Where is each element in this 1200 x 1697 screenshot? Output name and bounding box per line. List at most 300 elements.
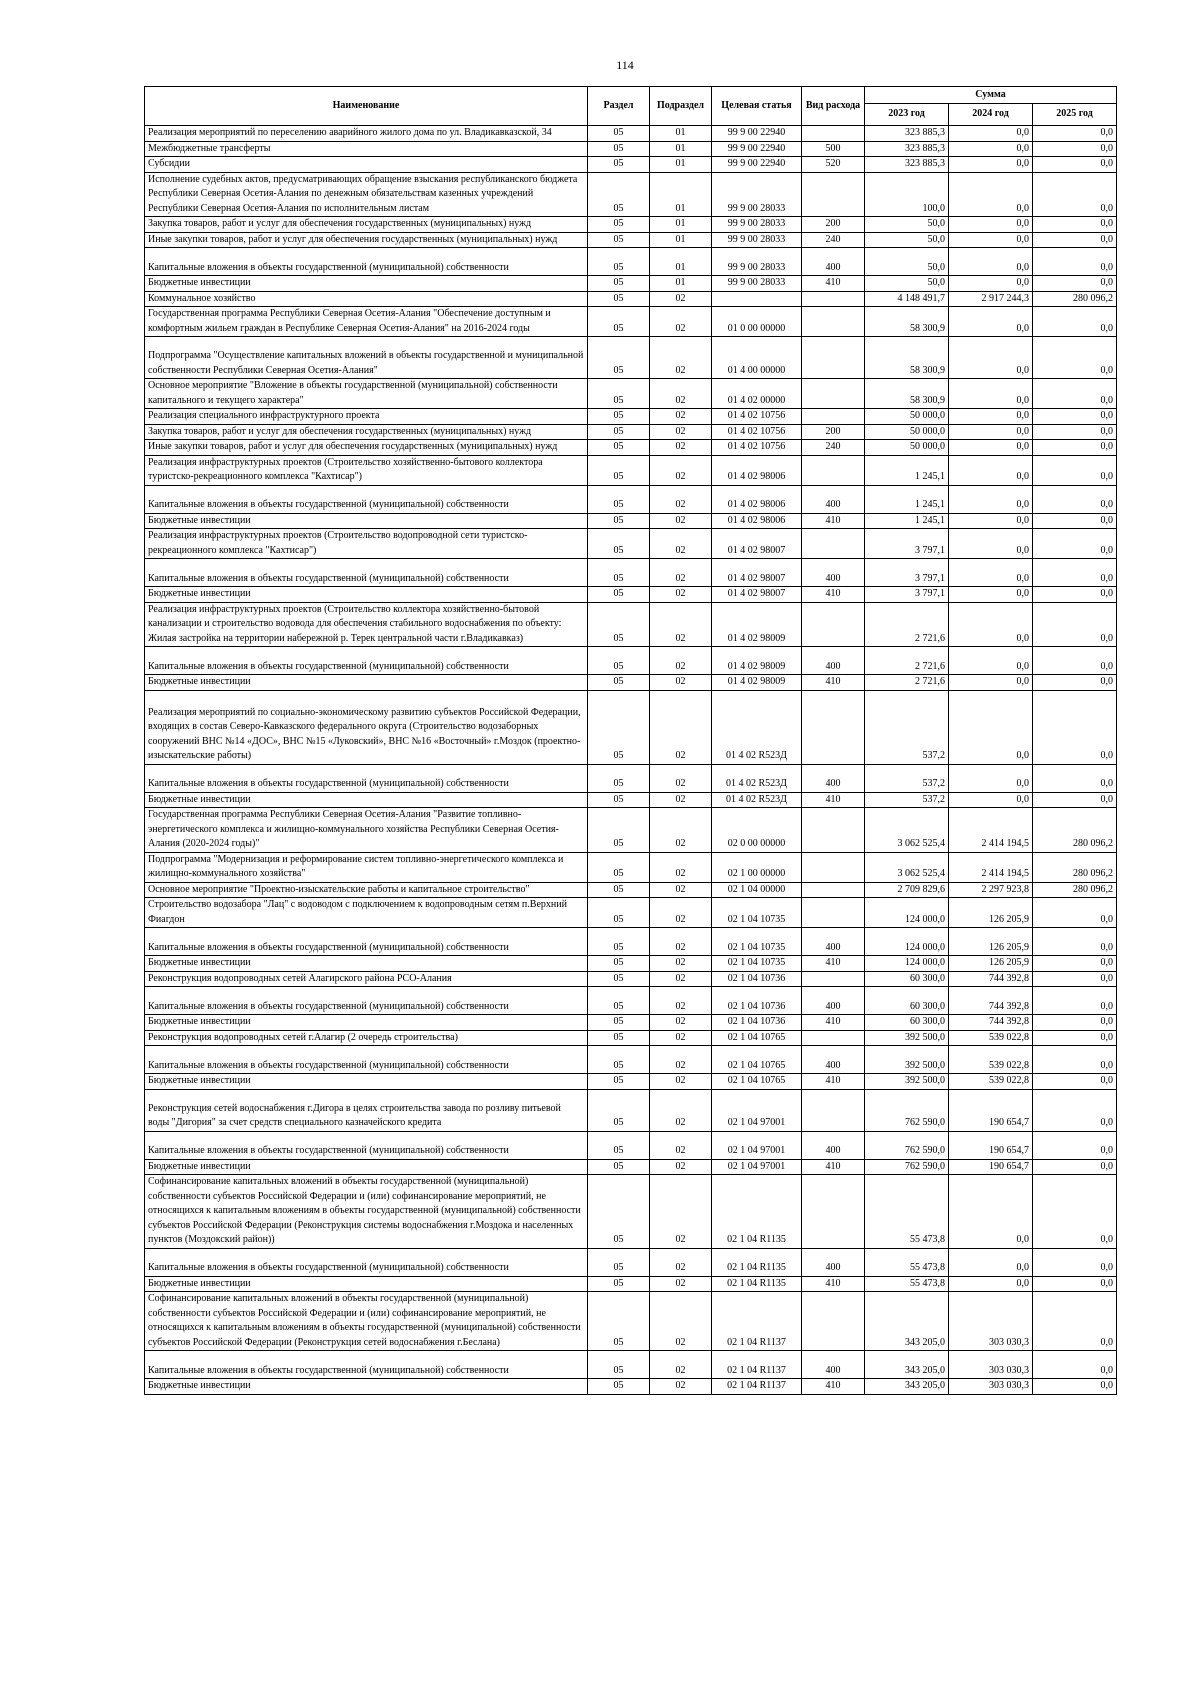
row-target: 02 1 04 10765 [712, 1046, 802, 1074]
row-sum-2024: 0,0 [949, 157, 1033, 173]
row-sum-2023: 392 500,0 [865, 1030, 949, 1046]
row-target: 01 0 00 00000 [712, 307, 802, 337]
row-sum-2024: 539 022,8 [949, 1074, 1033, 1090]
row-expense-type [802, 808, 865, 853]
row-sum-2023: 55 473,8 [865, 1248, 949, 1276]
row-subsection: 02 [650, 559, 712, 587]
row-sum-2023: 50,0 [865, 232, 949, 248]
table-row [145, 409, 1117, 425]
header-sum: Сумма [865, 87, 1117, 104]
row-expense-type [802, 1030, 865, 1046]
row-section: 05 [588, 764, 650, 792]
row-sum-2024: 2 414 194,5 [949, 808, 1033, 853]
row-sum-2025: 0,0 [1033, 141, 1117, 157]
row-section: 05 [588, 276, 650, 292]
row-subsection: 02 [650, 1276, 712, 1292]
row-expense-type: 410 [802, 675, 865, 691]
row-section: 05 [588, 882, 650, 898]
row-subsection: 02 [650, 513, 712, 529]
row-section: 05 [588, 808, 650, 853]
row-name: Капитальные вложения в объекты государственной (муниципальной) собственности [145, 1131, 588, 1159]
row-target: 01 4 02 10756 [712, 409, 802, 425]
header-subsection: Подраздел [650, 87, 712, 126]
row-sum-2024: 0,0 [949, 587, 1033, 603]
row-name: Бюджетные инвестиции [145, 587, 588, 603]
row-sum-2023: 50 000,0 [865, 440, 949, 456]
row-sum-2023: 60 300,0 [865, 987, 949, 1015]
row-sum-2024: 0,0 [949, 513, 1033, 529]
row-sum-2025: 0,0 [1033, 409, 1117, 425]
row-subsection: 02 [650, 1175, 712, 1249]
row-expense-type: 240 [802, 440, 865, 456]
row-target: 99 9 00 22940 [712, 126, 802, 142]
row-sum-2023: 343 205,0 [865, 1351, 949, 1379]
table-row [145, 587, 1117, 603]
table-row [145, 513, 1117, 529]
row-expense-type [802, 529, 865, 559]
row-section: 05 [588, 1351, 650, 1379]
row-name: Реконструкция водопроводных сетей г.Алагир (2 очередь строительства) [145, 1030, 588, 1046]
row-target: 02 1 04 97001 [712, 1089, 802, 1131]
row-expense-type [802, 291, 865, 307]
row-section: 05 [588, 898, 650, 928]
table-row [145, 1046, 1117, 1074]
table-row [145, 956, 1117, 972]
row-target: 99 9 00 28033 [712, 276, 802, 292]
row-subsection: 01 [650, 126, 712, 142]
row-sum-2023: 762 590,0 [865, 1159, 949, 1175]
row-expense-type: 410 [802, 1015, 865, 1031]
row-sum-2023: 537,2 [865, 690, 949, 764]
row-sum-2024: 0,0 [949, 172, 1033, 217]
row-sum-2024: 0,0 [949, 141, 1033, 157]
row-section: 05 [588, 409, 650, 425]
row-sum-2024: 0,0 [949, 337, 1033, 379]
row-subsection: 02 [650, 690, 712, 764]
row-sum-2025: 0,0 [1033, 529, 1117, 559]
row-subsection: 01 [650, 141, 712, 157]
row-sum-2024: 0,0 [949, 307, 1033, 337]
row-sum-2023: 1 245,1 [865, 513, 949, 529]
row-sum-2025: 0,0 [1033, 1074, 1117, 1090]
table-row [145, 529, 1117, 559]
row-expense-type [802, 971, 865, 987]
row-target: 01 4 02 98006 [712, 455, 802, 485]
row-section: 05 [588, 141, 650, 157]
row-section: 05 [588, 647, 650, 675]
row-target: 01 4 02 10756 [712, 424, 802, 440]
row-sum-2025: 280 096,2 [1033, 852, 1117, 882]
table-row [145, 1074, 1117, 1090]
row-name: Государственная программа Республики Северная Осетия-Алания "Обеспечение доступным и комфортным жильем граждан в Республике Северная Осетия-Алания" на 2016-2024 годы [145, 307, 588, 337]
row-sum-2023: 55 473,8 [865, 1175, 949, 1249]
row-sum-2023: 392 500,0 [865, 1074, 949, 1090]
row-subsection: 02 [650, 987, 712, 1015]
row-sum-2025: 0,0 [1033, 424, 1117, 440]
row-expense-type: 400 [802, 1046, 865, 1074]
row-name: Капитальные вложения в объекты государственной (муниципальной) собственности [145, 559, 588, 587]
row-target: 02 1 04 97001 [712, 1131, 802, 1159]
row-name: Бюджетные инвестиции [145, 276, 588, 292]
row-section: 05 [588, 690, 650, 764]
table-row [145, 764, 1117, 792]
header-section: Раздел [588, 87, 650, 126]
row-expense-type [802, 1175, 865, 1249]
row-sum-2025: 0,0 [1033, 248, 1117, 276]
row-sum-2024: 0,0 [949, 248, 1033, 276]
row-section: 05 [588, 1015, 650, 1031]
row-expense-type [802, 307, 865, 337]
row-sum-2023: 124 000,0 [865, 898, 949, 928]
row-expense-type [802, 898, 865, 928]
table-row [145, 1131, 1117, 1159]
row-name: Реализация инфраструктурных проектов (Строительство водопроводной сети туристско-рекреационного комплекса "Кахтисар") [145, 529, 588, 559]
row-name: Строительство водозабора "Лац" с водоводом с подключением к водопроводным сетям п.Верхний Фиагдон [145, 898, 588, 928]
table-row [145, 276, 1117, 292]
row-sum-2025: 0,0 [1033, 675, 1117, 691]
row-sum-2024: 126 205,9 [949, 928, 1033, 956]
table-row [145, 792, 1117, 808]
table-row [145, 675, 1117, 691]
row-subsection: 02 [650, 808, 712, 853]
row-target: 99 9 00 22940 [712, 141, 802, 157]
row-target: 02 0 00 00000 [712, 808, 802, 853]
row-target: 02 1 04 10735 [712, 928, 802, 956]
row-target: 02 1 04 10735 [712, 956, 802, 972]
table-row [145, 424, 1117, 440]
row-name: Капитальные вложения в объекты государственной (муниципальной) собственности [145, 1046, 588, 1074]
row-target: 02 1 00 00000 [712, 852, 802, 882]
row-subsection: 02 [650, 1030, 712, 1046]
header-year-2025: 2025 год [1033, 104, 1117, 126]
row-name: Капитальные вложения в объекты государственной (муниципальной) собственности [145, 928, 588, 956]
row-target: 02 1 04 10765 [712, 1030, 802, 1046]
row-sum-2023: 4 148 491,7 [865, 291, 949, 307]
table-row [145, 248, 1117, 276]
row-target: 01 4 02 98007 [712, 529, 802, 559]
row-name: Бюджетные инвестиции [145, 513, 588, 529]
table-row [145, 1089, 1117, 1131]
row-name: Капитальные вложения в объекты государственной (муниципальной) собственности [145, 485, 588, 513]
row-expense-type: 500 [802, 141, 865, 157]
row-sum-2025: 0,0 [1033, 1276, 1117, 1292]
row-sum-2025: 0,0 [1033, 928, 1117, 956]
row-sum-2025: 0,0 [1033, 337, 1117, 379]
row-expense-type: 410 [802, 587, 865, 603]
row-section: 05 [588, 1276, 650, 1292]
row-name: Бюджетные инвестиции [145, 956, 588, 972]
row-sum-2025: 0,0 [1033, 792, 1117, 808]
row-sum-2024: 0,0 [949, 232, 1033, 248]
row-expense-type [802, 379, 865, 409]
row-sum-2025: 280 096,2 [1033, 291, 1117, 307]
row-subsection: 02 [650, 1015, 712, 1031]
row-sum-2025: 0,0 [1033, 307, 1117, 337]
row-sum-2024: 744 392,8 [949, 987, 1033, 1015]
row-section: 05 [588, 675, 650, 691]
row-expense-type [802, 1292, 865, 1351]
row-sum-2023: 392 500,0 [865, 1046, 949, 1074]
row-sum-2025: 0,0 [1033, 690, 1117, 764]
table-row [145, 1175, 1117, 1249]
row-section: 05 [588, 455, 650, 485]
row-subsection: 01 [650, 217, 712, 233]
table-row [145, 1159, 1117, 1175]
row-sum-2025: 0,0 [1033, 1131, 1117, 1159]
row-sum-2025: 0,0 [1033, 971, 1117, 987]
row-name: Бюджетные инвестиции [145, 1015, 588, 1031]
row-sum-2023: 3 062 525,4 [865, 808, 949, 853]
row-sum-2023: 50,0 [865, 276, 949, 292]
row-subsection: 02 [650, 1248, 712, 1276]
table-row [145, 172, 1117, 217]
row-sum-2024: 0,0 [949, 276, 1033, 292]
row-sum-2023: 124 000,0 [865, 956, 949, 972]
row-expense-type: 410 [802, 1276, 865, 1292]
row-sum-2024: 303 030,3 [949, 1379, 1033, 1395]
row-name: Реализация мероприятий по социально-экономическому развитию субъектов Российской Федерации, входящих в состав Северо-Кавказского федерального округа (Строительство водозаборных сооружений ВНС №14 «ДОС», ВНС №15 «Луковский», ВНС №16 «Восточный» г.Моздок (проектно-изыскательские работы) [145, 690, 588, 764]
row-name: Государственная программа Республики Северная Осетия-Алания "Развитие топливно-энергетического комплекса и жилищно-коммунального хозяйства Республики Северная Осетия-Алания (2020-2024 годы)" [145, 808, 588, 853]
row-section: 05 [588, 1292, 650, 1351]
row-subsection: 01 [650, 172, 712, 217]
row-sum-2024: 2 414 194,5 [949, 852, 1033, 882]
row-expense-type [802, 126, 865, 142]
row-section: 05 [588, 232, 650, 248]
row-section: 05 [588, 157, 650, 173]
row-name: Бюджетные инвестиции [145, 1159, 588, 1175]
row-sum-2023: 2 721,6 [865, 602, 949, 647]
row-target: 02 1 04 R1137 [712, 1292, 802, 1351]
table-row [145, 379, 1117, 409]
row-expense-type: 240 [802, 232, 865, 248]
row-sum-2024: 0,0 [949, 409, 1033, 425]
row-expense-type: 400 [802, 248, 865, 276]
row-expense-type: 410 [802, 956, 865, 972]
row-target [712, 291, 802, 307]
row-subsection: 01 [650, 157, 712, 173]
row-name: Иные закупки товаров, работ и услуг для обеспечения государственных (муниципальных) нужд [145, 440, 588, 456]
row-section: 05 [588, 217, 650, 233]
row-name: Реализация мероприятий по переселению аварийного жилого дома по ул. Владикавказской, 34 [145, 126, 588, 142]
row-expense-type: 410 [802, 513, 865, 529]
row-section: 05 [588, 1159, 650, 1175]
row-section: 05 [588, 987, 650, 1015]
row-sum-2024: 0,0 [949, 690, 1033, 764]
row-subsection: 02 [650, 455, 712, 485]
row-sum-2023: 100,0 [865, 172, 949, 217]
row-name: Бюджетные инвестиции [145, 1379, 588, 1395]
row-section: 05 [588, 440, 650, 456]
row-name: Капитальные вложения в объекты государственной (муниципальной) собственности [145, 987, 588, 1015]
row-sum-2025: 0,0 [1033, 157, 1117, 173]
row-sum-2025: 0,0 [1033, 455, 1117, 485]
row-sum-2024: 303 030,3 [949, 1351, 1033, 1379]
row-target: 01 4 02 98009 [712, 675, 802, 691]
row-name: Основное мероприятие "Проектно-изыскательские работы и капитальное строительство" [145, 882, 588, 898]
row-target: 02 1 04 R1135 [712, 1248, 802, 1276]
row-sum-2023: 762 590,0 [865, 1089, 949, 1131]
row-name: Иные закупки товаров, работ и услуг для обеспечения государственных (муниципальных) нужд [145, 232, 588, 248]
row-subsection: 02 [650, 882, 712, 898]
row-name: Исполнение судебных актов, предусматривающих обращение взыскания республиканского бюджета Республики Северная Осетия-Алания по денежным обязательствам казенных учреждений Республики Северная Осетия-Алания по исполнительным листам [145, 172, 588, 217]
row-subsection: 02 [650, 1159, 712, 1175]
row-subsection: 02 [650, 1292, 712, 1351]
row-target: 01 4 02 98006 [712, 513, 802, 529]
row-subsection: 02 [650, 291, 712, 307]
budget-table [144, 86, 1117, 1395]
row-section: 05 [588, 291, 650, 307]
row-subsection: 02 [650, 307, 712, 337]
row-name: Реализация специального инфраструктурного проекта [145, 409, 588, 425]
row-section: 05 [588, 971, 650, 987]
row-expense-type: 400 [802, 987, 865, 1015]
row-sum-2024: 2 917 244,3 [949, 291, 1033, 307]
row-name: Коммунальное хозяйство [145, 291, 588, 307]
row-sum-2024: 0,0 [949, 126, 1033, 142]
row-section: 05 [588, 126, 650, 142]
row-target: 02 1 04 10736 [712, 987, 802, 1015]
row-subsection: 02 [650, 928, 712, 956]
table-row [145, 1379, 1117, 1395]
row-sum-2024: 2 297 923,8 [949, 882, 1033, 898]
row-sum-2024: 0,0 [949, 1248, 1033, 1276]
row-subsection: 02 [650, 424, 712, 440]
table-row [145, 898, 1117, 928]
row-expense-type [802, 337, 865, 379]
row-section: 05 [588, 1089, 650, 1131]
row-target: 99 9 00 28033 [712, 217, 802, 233]
row-name: Капитальные вложения в объекты государственной (муниципальной) собственности [145, 248, 588, 276]
row-section: 05 [588, 307, 650, 337]
row-expense-type [802, 882, 865, 898]
row-section: 05 [588, 928, 650, 956]
row-subsection: 02 [650, 485, 712, 513]
row-section: 05 [588, 172, 650, 217]
row-target: 01 4 02 98007 [712, 587, 802, 603]
table-row [145, 217, 1117, 233]
row-sum-2023: 2 709 829,6 [865, 882, 949, 898]
row-target: 01 4 02 98009 [712, 602, 802, 647]
row-sum-2024: 190 654,7 [949, 1159, 1033, 1175]
row-sum-2024: 0,0 [949, 675, 1033, 691]
table-row [145, 291, 1117, 307]
row-expense-type [802, 852, 865, 882]
row-expense-type [802, 1089, 865, 1131]
table-row [145, 690, 1117, 764]
row-subsection: 02 [650, 898, 712, 928]
table-row [145, 232, 1117, 248]
row-sum-2024: 190 654,7 [949, 1089, 1033, 1131]
row-sum-2025: 0,0 [1033, 1379, 1117, 1395]
row-sum-2023: 343 205,0 [865, 1379, 949, 1395]
row-name: Бюджетные инвестиции [145, 675, 588, 691]
row-sum-2023: 323 885,3 [865, 126, 949, 142]
row-sum-2024: 303 030,3 [949, 1292, 1033, 1351]
table-row [145, 1292, 1117, 1351]
row-sum-2024: 744 392,8 [949, 1015, 1033, 1031]
row-expense-type: 400 [802, 559, 865, 587]
row-sum-2023: 50,0 [865, 217, 949, 233]
row-sum-2025: 0,0 [1033, 956, 1117, 972]
row-sum-2025: 280 096,2 [1033, 882, 1117, 898]
row-expense-type: 410 [802, 792, 865, 808]
row-sum-2025: 0,0 [1033, 1248, 1117, 1276]
table-row [145, 126, 1117, 142]
row-subsection: 02 [650, 379, 712, 409]
row-subsection: 02 [650, 1074, 712, 1090]
row-name: Реконструкция сетей водоснабжения г.Дигора в целях строительства завода по розливу питьевой воды "Дигория" за счет средств специального казначейского кредита [145, 1089, 588, 1131]
row-target: 02 1 04 R1137 [712, 1351, 802, 1379]
row-expense-type [802, 172, 865, 217]
table-row [145, 307, 1117, 337]
row-section: 05 [588, 1131, 650, 1159]
row-sum-2025: 0,0 [1033, 587, 1117, 603]
row-sum-2023: 323 885,3 [865, 157, 949, 173]
row-expense-type: 400 [802, 485, 865, 513]
row-subsection: 02 [650, 1046, 712, 1074]
row-name: Реконструкция водопроводных сетей Алагирского района РСО-Алания [145, 971, 588, 987]
row-section: 05 [588, 379, 650, 409]
row-name: Капитальные вложения в объекты государственной (муниципальной) собственности [145, 1248, 588, 1276]
row-subsection: 02 [650, 1131, 712, 1159]
row-sum-2023: 60 300,0 [865, 1015, 949, 1031]
row-sum-2025: 0,0 [1033, 513, 1117, 529]
row-sum-2023: 3 797,1 [865, 529, 949, 559]
row-expense-type: 400 [802, 1248, 865, 1276]
row-expense-type: 200 [802, 217, 865, 233]
row-sum-2023: 50,0 [865, 248, 949, 276]
row-sum-2025: 0,0 [1033, 1046, 1117, 1074]
table-row [145, 647, 1117, 675]
row-target: 02 1 04 97001 [712, 1159, 802, 1175]
row-sum-2024: 744 392,8 [949, 971, 1033, 987]
row-expense-type [802, 409, 865, 425]
row-sum-2023: 50 000,0 [865, 409, 949, 425]
row-name: Софинансирование капитальных вложений в объекты государственной (муниципальной) собственности субъектов Российской Федерации и (или) софинансирование мероприятий, не относящихся к капитальным вложениям в объекты государственной (муниципальной) собственности субъектов Российской Федерации (Реконструкция системы водоснабжения г.Моздока и населенных пунктов (Моздокский район)) [145, 1175, 588, 1249]
row-section: 05 [588, 587, 650, 603]
row-target: 99 9 00 28033 [712, 232, 802, 248]
row-target: 99 9 00 22940 [712, 157, 802, 173]
row-sum-2025: 0,0 [1033, 485, 1117, 513]
row-target: 02 1 04 00000 [712, 882, 802, 898]
row-sum-2023: 2 721,6 [865, 675, 949, 691]
row-expense-type [802, 602, 865, 647]
table-row [145, 1351, 1117, 1379]
row-section: 05 [588, 1379, 650, 1395]
row-sum-2023: 58 300,9 [865, 379, 949, 409]
row-sum-2025: 0,0 [1033, 1175, 1117, 1249]
row-section: 05 [588, 424, 650, 440]
row-name: Капитальные вложения в объекты государственной (муниципальной) собственности [145, 647, 588, 675]
row-target: 99 9 00 28033 [712, 172, 802, 217]
row-sum-2024: 0,0 [949, 455, 1033, 485]
row-subsection: 02 [650, 529, 712, 559]
row-sum-2024: 0,0 [949, 764, 1033, 792]
row-sum-2023: 3 062 525,4 [865, 852, 949, 882]
row-subsection: 01 [650, 232, 712, 248]
row-sum-2023: 124 000,0 [865, 928, 949, 956]
row-sum-2025: 0,0 [1033, 440, 1117, 456]
row-sum-2024: 0,0 [949, 1276, 1033, 1292]
row-sum-2023: 50 000,0 [865, 424, 949, 440]
page-number: 114 [616, 58, 634, 72]
table-row [145, 337, 1117, 379]
row-target: 02 1 04 10765 [712, 1074, 802, 1090]
table-row [145, 1276, 1117, 1292]
row-sum-2025: 0,0 [1033, 276, 1117, 292]
row-name: Закупка товаров, работ и услуг для обеспечения государственных (муниципальных) нужд [145, 424, 588, 440]
table-body [145, 126, 1117, 1395]
